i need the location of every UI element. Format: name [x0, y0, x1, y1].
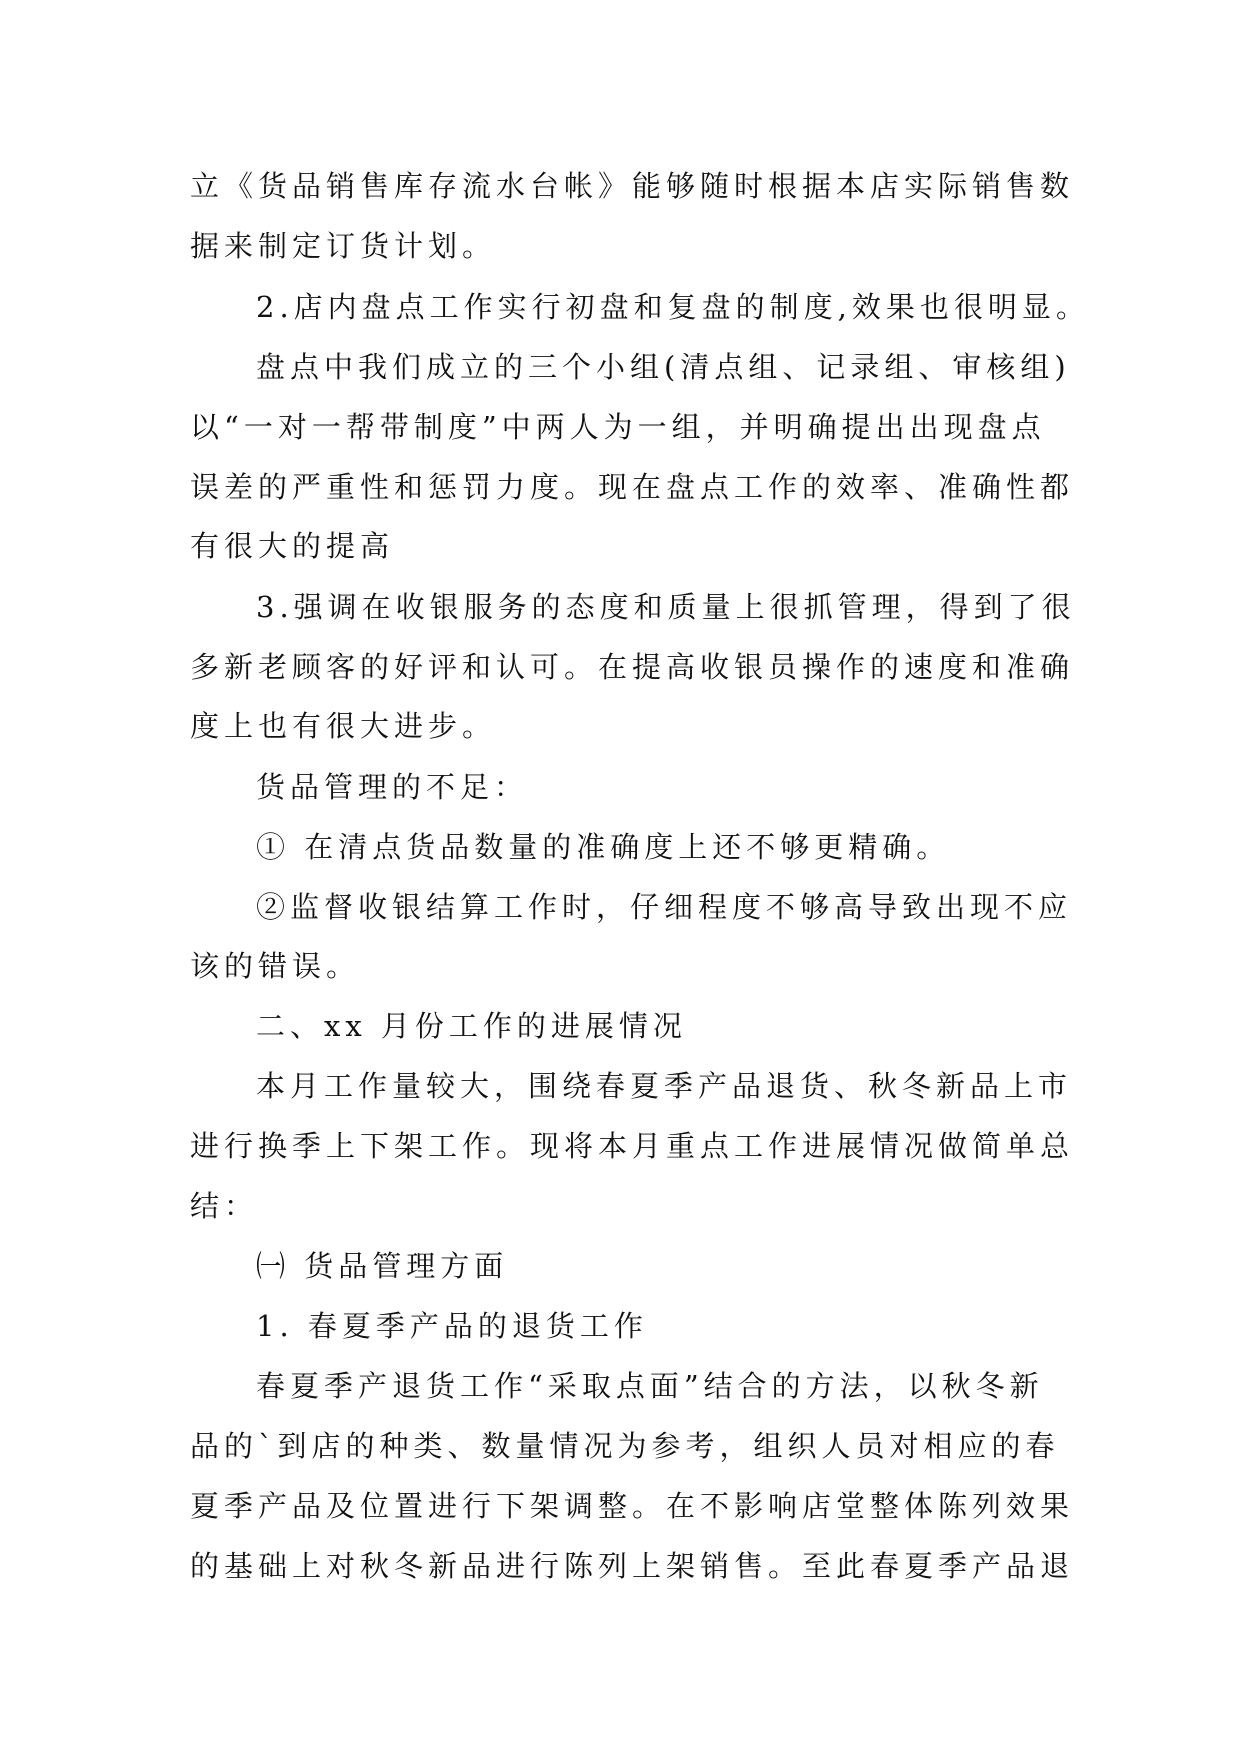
text-line: 盘点中我们成立的三个小组(清点组、记录组、审核组) — [256, 350, 1071, 384]
text-line: 进行换季上下架工作。现将本月重点工作进展情况做简单总 — [190, 1129, 1075, 1163]
text-line: 度上也有很大进步。 — [190, 709, 497, 743]
text-line: 品的`到店的种类、数量情况为参考，组织人员对相应的春 — [190, 1429, 1060, 1463]
text-line: ㈠ 货品管理方面 — [256, 1249, 509, 1283]
text-line: 结： — [190, 1189, 259, 1223]
text-line: 夏季产品及位置进行下架调整。在不影响店堂整体陈列效果 — [190, 1489, 1075, 1523]
text-line: ②监督收银结算工作时，仔细程度不够高导致出现不应 — [256, 890, 1073, 924]
text-line: 据来制定订货计划。 — [190, 229, 497, 263]
text-line: 本月工作量较大，围绕春夏季产品退货、秋冬新品上市 — [256, 1069, 1073, 1103]
text-line: 二、xx 月份工作的进展情况 — [256, 1009, 687, 1043]
text-line: 有很大的提高 — [190, 529, 395, 563]
text-line: 多新老顾客的好评和认可。在提高收银员操作的速度和准确 — [190, 650, 1075, 684]
text-line: 2.店内盘点工作实行初盘和复盘的制度,效果也很明显。 — [256, 290, 1090, 324]
text-line: 立《货品销售库存流水台帐》能够随时根据本店实际销售数 — [190, 169, 1075, 203]
text-line: 3.强调在收银服务的态度和质量上很抓管理，得到了很 — [256, 590, 1076, 624]
text-line: 该的错误。 — [190, 949, 361, 983]
text-line: 误差的严重性和惩罚力度。现在盘点工作的效率、准确性都 — [190, 470, 1075, 504]
text-line: 春夏季产退货工作“采取点面”结合的方法，以秋冬新 — [256, 1369, 1044, 1403]
text-line: 货品管理的不足： — [256, 770, 529, 804]
text-line: 以“一对一帮带制度”中两人为一组，并明确提出出现盘点 — [190, 410, 1046, 444]
text-line: 的基础上对秋冬新品进行陈列上架销售。至此春夏季产品退 — [190, 1549, 1075, 1583]
text-line: 1. 春夏季产品的退货工作 — [256, 1309, 648, 1343]
text-line: ① 在清点货品数量的准确度上还不够更精确。 — [256, 830, 951, 864]
